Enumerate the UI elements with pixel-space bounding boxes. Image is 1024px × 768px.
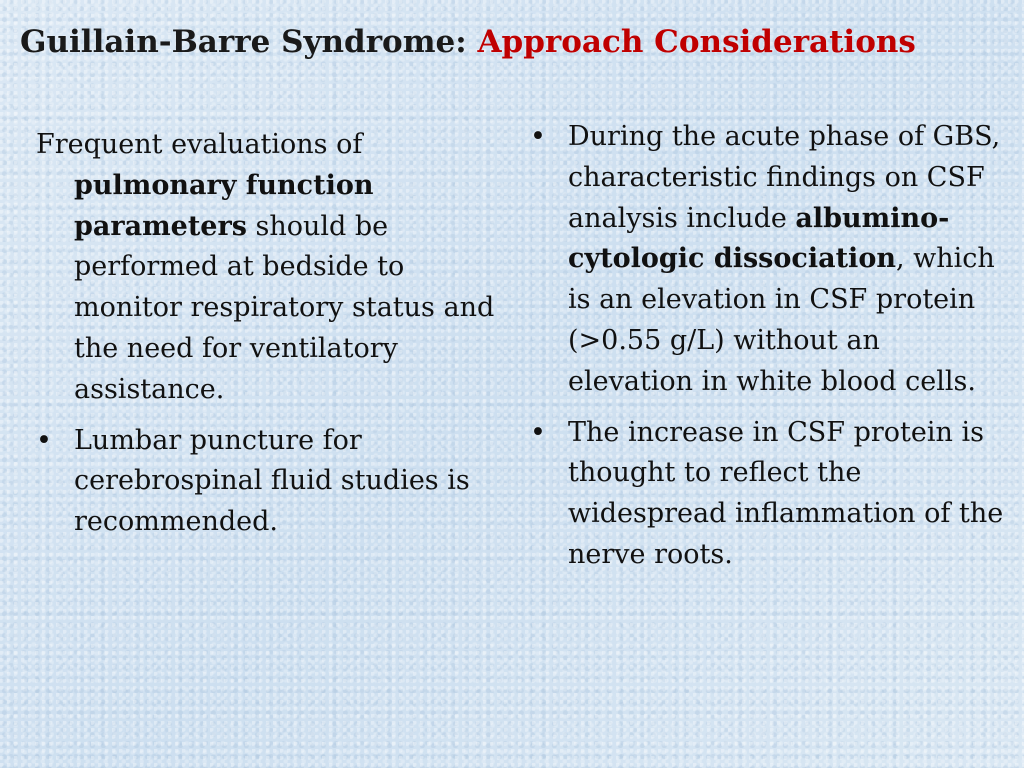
pulmonary-evaluation-paragraph xyxy=(36,125,506,411)
title-accent: Approach Considerations xyxy=(477,24,916,60)
csf-protein-bullet xyxy=(530,413,1005,576)
bullet-icon: • xyxy=(36,424,52,456)
left-column xyxy=(36,125,506,553)
bullet-text-before: During the acute phase of GBS, characteristic findings on CSF analysis include xyxy=(568,121,1001,234)
bullet-bold-term: albumino-cytologic dissociation xyxy=(568,202,950,275)
bullet-text: The increase in CSF protein is thought to reflect the widespread inflammation of the nerve roots. xyxy=(568,416,1004,570)
paragraph-text-after: should be performed at bedside to monitor respiratory status and the need for ventilatory assistance. xyxy=(74,210,495,405)
bullet-text-after: , which is an elevation in CSF protein (>0.55 g/L) without an elevation in white blood cells. xyxy=(568,243,995,397)
slide-title xyxy=(20,24,916,60)
title-main: Guillain-Barre Syndrome: xyxy=(20,24,478,60)
paragraph-text-before: Frequent evaluations of xyxy=(36,129,363,160)
bullet-icon: • xyxy=(530,121,546,152)
paragraph-bold-term: pulmonary function parameters xyxy=(74,169,374,242)
right-column xyxy=(530,117,1005,586)
lumbar-puncture-bullet xyxy=(36,421,506,543)
bullet-icon: • xyxy=(530,416,546,448)
bullet-text: Lumbar puncture for cerebrospinal fluid studies is recommended. xyxy=(74,424,470,538)
csf-findings-bullet xyxy=(530,117,1005,403)
